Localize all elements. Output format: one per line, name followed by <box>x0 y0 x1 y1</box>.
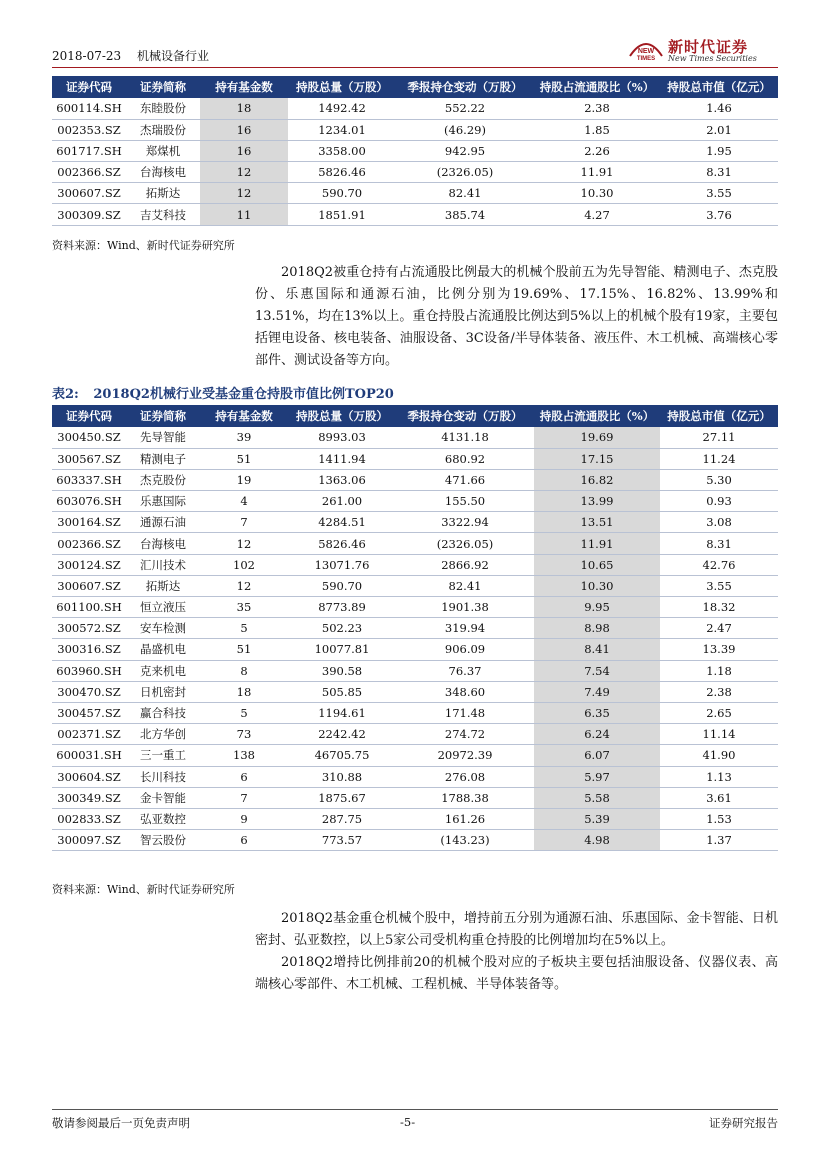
svg-text:NEW: NEW <box>637 48 655 55</box>
table-cell: 680.92 <box>396 448 534 469</box>
table-cell: 4.98 <box>534 830 660 851</box>
table-cell: 拓斯达 <box>126 575 200 596</box>
table-cell: 76.37 <box>396 660 534 681</box>
table-cell: 39 <box>200 427 288 448</box>
table-row <box>52 162 778 183</box>
table-cell: 1411.94 <box>288 448 396 469</box>
table-cell: 138 <box>200 745 288 766</box>
table-cell: 11.14 <box>660 724 778 745</box>
table-cell: 1234.01 <box>288 119 396 140</box>
table-cell: 161.26 <box>396 808 534 829</box>
table-cell: 2.65 <box>660 702 778 723</box>
analysis-paragraph-2 <box>255 908 778 996</box>
table-cell: 274.72 <box>396 724 534 745</box>
table-row <box>52 98 778 119</box>
table-cell: 5.97 <box>534 766 660 787</box>
table-cell: 590.70 <box>288 183 396 204</box>
table-cell: 1.37 <box>660 830 778 851</box>
table-cell: 11.91 <box>534 533 660 554</box>
table-cell: 吉艾科技 <box>126 204 200 225</box>
table-cell: 拓斯达 <box>126 183 200 204</box>
table-cell: (46.29) <box>396 119 534 140</box>
table-row <box>52 469 778 490</box>
table-cell: 0.93 <box>660 491 778 512</box>
industry-name: 机械设备行业 <box>137 49 210 63</box>
table-cell: 51 <box>200 639 288 660</box>
table-cell: 5 <box>200 702 288 723</box>
table-cell: 300470.SZ <box>52 681 126 702</box>
table-header-row <box>52 405 778 427</box>
page-number: -5- <box>400 1115 416 1129</box>
table-cell: 1.46 <box>660 98 778 119</box>
table-row <box>52 787 778 808</box>
table-cell: 300572.SZ <box>52 618 126 639</box>
table-cell: 300604.SZ <box>52 766 126 787</box>
table-cell: 600114.SH <box>52 98 126 119</box>
table-cell: 克来机电 <box>126 660 200 681</box>
table-cell: 41.90 <box>660 745 778 766</box>
table-cell: 1901.38 <box>396 597 534 618</box>
table-cell: 261.00 <box>288 491 396 512</box>
table-cell: 11 <box>200 204 288 225</box>
fund-holdings-table-1 <box>52 76 778 226</box>
table-cell: 10.30 <box>534 183 660 204</box>
table-cell: 6.07 <box>534 745 660 766</box>
table-cell: 35 <box>200 597 288 618</box>
table-cell: 精测电子 <box>126 448 200 469</box>
table-cell: 杰瑞股份 <box>126 119 200 140</box>
table-cell: 郑煤机 <box>126 140 200 161</box>
table-cell: 13.99 <box>534 491 660 512</box>
table-cell: 601100.SH <box>52 597 126 618</box>
table-cell: 18 <box>200 98 288 119</box>
table-cell: 16 <box>200 119 288 140</box>
page-header <box>52 34 778 66</box>
column-header: 证券简称 <box>126 76 200 98</box>
disclaimer-note: 敬请参阅最后一页免责声明 <box>52 1116 190 1130</box>
table-cell: 3.08 <box>660 512 778 533</box>
column-header: 持股总量（万股） <box>288 76 396 98</box>
table-cell: 300097.SZ <box>52 830 126 851</box>
table-cell: 8993.03 <box>288 427 396 448</box>
table-cell: 603337.SH <box>52 469 126 490</box>
table-cell: 晶盛机电 <box>126 639 200 660</box>
column-header: 持有基金数 <box>200 76 288 98</box>
table-cell: 8 <box>200 660 288 681</box>
table-cell: 3.55 <box>660 575 778 596</box>
table-cell: 1363.06 <box>288 469 396 490</box>
table-cell: 1.85 <box>534 119 660 140</box>
table2-number: 表2: <box>52 387 79 402</box>
table-cell: (2326.05) <box>396 533 534 554</box>
column-header: 证券代码 <box>52 405 126 427</box>
table-cell: 171.48 <box>396 702 534 723</box>
table-cell: 2.38 <box>660 681 778 702</box>
table-cell: 4 <box>200 491 288 512</box>
table-cell: 300124.SZ <box>52 554 126 575</box>
table-cell: 7.49 <box>534 681 660 702</box>
table-cell: 三一重工 <box>126 745 200 766</box>
column-header: 持股总量（万股） <box>288 405 396 427</box>
table-cell: 金卡智能 <box>126 787 200 808</box>
table-cell: 4284.51 <box>288 512 396 533</box>
table-cell: 9 <box>200 808 288 829</box>
table-cell: 906.09 <box>396 639 534 660</box>
table-cell: 310.88 <box>288 766 396 787</box>
logo-english-name: New Times Securities <box>668 54 757 63</box>
table-cell: 5 <box>200 618 288 639</box>
table-cell: 155.50 <box>396 491 534 512</box>
table2-title-text: 2018Q2机械行业受基金重仓持股市值比例TOP20 <box>93 387 394 402</box>
table-cell: 505.85 <box>288 681 396 702</box>
table-cell: 6 <box>200 830 288 851</box>
table-cell: 10077.81 <box>288 639 396 660</box>
paragraph-text: 2018Q2基金重仓机械个股中，增持前五分别为通源石油、乐惠国际、金卡智能、日机密封、弘亚数控，以上5家公司受机构重仓持股的比例增加均在5%以上。 <box>255 911 778 948</box>
table-cell: 82.41 <box>396 575 534 596</box>
table-cell: 300567.SZ <box>52 448 126 469</box>
table-cell: 603960.SH <box>52 660 126 681</box>
footer-divider <box>52 1109 778 1110</box>
header-info <box>52 47 221 64</box>
table-cell: 1851.91 <box>288 204 396 225</box>
table-cell: 300349.SZ <box>52 787 126 808</box>
table-cell: 8.31 <box>660 162 778 183</box>
table-cell: 8.31 <box>660 533 778 554</box>
table-cell: 2.26 <box>534 140 660 161</box>
table-cell: 长川科技 <box>126 766 200 787</box>
table-row <box>52 204 778 225</box>
table-cell: 42.76 <box>660 554 778 575</box>
table-cell: 北方华创 <box>126 724 200 745</box>
table-cell: 390.58 <box>288 660 396 681</box>
table-cell: 弘亚数控 <box>126 808 200 829</box>
table-cell: 3358.00 <box>288 140 396 161</box>
table-row <box>52 119 778 140</box>
table-cell: 12 <box>200 183 288 204</box>
table-cell: 002366.SZ <box>52 162 126 183</box>
table-cell: 4131.18 <box>396 427 534 448</box>
table-cell: 9.95 <box>534 597 660 618</box>
table-cell: 276.08 <box>396 766 534 787</box>
table-cell: 102 <box>200 554 288 575</box>
table-row <box>52 140 778 161</box>
column-header: 季报持仓变动（万股） <box>396 76 534 98</box>
table-cell: 3.76 <box>660 204 778 225</box>
table-cell: 3.55 <box>660 183 778 204</box>
table-cell: 300316.SZ <box>52 639 126 660</box>
table-cell: 汇川技术 <box>126 554 200 575</box>
table-row <box>52 766 778 787</box>
table-row <box>52 512 778 533</box>
table-cell: 18.32 <box>660 597 778 618</box>
table-cell: 19 <box>200 469 288 490</box>
table-cell: 73 <box>200 724 288 745</box>
table-cell: 51 <box>200 448 288 469</box>
table-row <box>52 745 778 766</box>
table-cell: 603076.SH <box>52 491 126 512</box>
table1-source: 资料来源：Wind、新时代证券研究所 <box>52 239 235 252</box>
table-cell: 1.13 <box>660 766 778 787</box>
table-cell: 11.24 <box>660 448 778 469</box>
column-header: 证券简称 <box>126 405 200 427</box>
table-cell: 300457.SZ <box>52 702 126 723</box>
header-divider <box>52 67 778 68</box>
table-row <box>52 808 778 829</box>
table-cell: 5.30 <box>660 469 778 490</box>
fund-holdings-table-2 <box>52 405 778 851</box>
table-cell: 300164.SZ <box>52 512 126 533</box>
table-cell: 11.91 <box>534 162 660 183</box>
column-header: 持股占流通股比（%） <box>534 405 660 427</box>
table-cell: 002371.SZ <box>52 724 126 745</box>
column-header: 持股占流通股比（%） <box>534 76 660 98</box>
table-cell: 2.01 <box>660 119 778 140</box>
column-header: 证券代码 <box>52 76 126 98</box>
table-cell: 12 <box>200 575 288 596</box>
table-cell: 300607.SZ <box>52 575 126 596</box>
table-cell: 7 <box>200 512 288 533</box>
table-cell: 5826.46 <box>288 162 396 183</box>
table-cell: 502.23 <box>288 618 396 639</box>
table-cell: 先导智能 <box>126 427 200 448</box>
table-cell: 台海核电 <box>126 162 200 183</box>
table-row <box>52 554 778 575</box>
table-cell: 300450.SZ <box>52 427 126 448</box>
table-cell: 7.54 <box>534 660 660 681</box>
table-cell: 300607.SZ <box>52 183 126 204</box>
paragraph-text: 2018Q2增持比例排前20的机械个股对应的子板块主要包括油服设备、仪器仪表、高端核心零部件、木工机械、工程机械、半导体装备等。 <box>255 955 778 992</box>
table-row <box>52 427 778 448</box>
table-cell: 16.82 <box>534 469 660 490</box>
analysis-paragraph-1 <box>255 262 778 372</box>
table-cell: 17.15 <box>534 448 660 469</box>
table-cell: 1194.61 <box>288 702 396 723</box>
column-header: 持股总市值（亿元） <box>660 405 778 427</box>
table-row <box>52 597 778 618</box>
table-cell: 002353.SZ <box>52 119 126 140</box>
table-cell: 7 <box>200 787 288 808</box>
table-row <box>52 448 778 469</box>
table-row <box>52 183 778 204</box>
table-cell: 16 <box>200 140 288 161</box>
table-cell: 赢合科技 <box>126 702 200 723</box>
table-cell: 3.61 <box>660 787 778 808</box>
table-cell: 942.95 <box>396 140 534 161</box>
table-cell: 1.95 <box>660 140 778 161</box>
table-cell: (2326.05) <box>396 162 534 183</box>
table-cell: 通源石油 <box>126 512 200 533</box>
table-cell: 2866.92 <box>396 554 534 575</box>
column-header: 季报持仓变动（万股） <box>396 405 534 427</box>
table-cell: 385.74 <box>396 204 534 225</box>
table-cell: 智云股份 <box>126 830 200 851</box>
table-row <box>52 533 778 554</box>
table-cell: 601717.SH <box>52 140 126 161</box>
table-cell: 5.58 <box>534 787 660 808</box>
table-cell: 348.60 <box>396 681 534 702</box>
table-cell: 1.18 <box>660 660 778 681</box>
table2-title <box>52 383 394 402</box>
table-cell: 319.94 <box>396 618 534 639</box>
table-cell: 13.51 <box>534 512 660 533</box>
table-row <box>52 681 778 702</box>
logo-chinese-name: 新时代证券 <box>668 38 749 56</box>
table-row <box>52 660 778 681</box>
column-header: 持股总市值（亿元） <box>660 76 778 98</box>
table-cell: 4.27 <box>534 204 660 225</box>
table-cell: 日机密封 <box>126 681 200 702</box>
table-cell: 2.38 <box>534 98 660 119</box>
logo-mark-icon <box>628 36 664 62</box>
table-cell: 8.98 <box>534 618 660 639</box>
table-cell: 600031.SH <box>52 745 126 766</box>
table-cell: 安车检测 <box>126 618 200 639</box>
table-cell: 590.70 <box>288 575 396 596</box>
table-cell: 10.65 <box>534 554 660 575</box>
table-cell: 552.22 <box>396 98 534 119</box>
table-row <box>52 702 778 723</box>
company-logo <box>628 34 778 66</box>
table-cell: 6.35 <box>534 702 660 723</box>
table-cell: 773.57 <box>288 830 396 851</box>
table-cell: 2242.42 <box>288 724 396 745</box>
table-cell: 002833.SZ <box>52 808 126 829</box>
table-cell: 300309.SZ <box>52 204 126 225</box>
table-cell: 46705.75 <box>288 745 396 766</box>
table-cell: 287.75 <box>288 808 396 829</box>
table-cell: 13.39 <box>660 639 778 660</box>
table-cell: 8.41 <box>534 639 660 660</box>
report-type: 证券研究报告 <box>709 1116 778 1130</box>
table-cell: 20972.39 <box>396 745 534 766</box>
table-cell: 27.11 <box>660 427 778 448</box>
table-cell: 1492.42 <box>288 98 396 119</box>
table-cell: 1875.67 <box>288 787 396 808</box>
table-cell: 12 <box>200 162 288 183</box>
table-header-row <box>52 76 778 98</box>
table2-source: 资料来源：Wind、新时代证券研究所 <box>52 883 235 896</box>
table-cell: 乐惠国际 <box>126 491 200 512</box>
table-cell: 5.39 <box>534 808 660 829</box>
table-cell: 台海核电 <box>126 533 200 554</box>
table-row <box>52 491 778 512</box>
report-date: 2018-07-23 <box>52 49 122 63</box>
table-row <box>52 575 778 596</box>
table-cell: 18 <box>200 681 288 702</box>
table-cell: 3322.94 <box>396 512 534 533</box>
table-cell: 19.69 <box>534 427 660 448</box>
table-row <box>52 724 778 745</box>
table-cell: 8773.89 <box>288 597 396 618</box>
table-cell: (143.23) <box>396 830 534 851</box>
table-cell: 2.47 <box>660 618 778 639</box>
table-cell: 471.66 <box>396 469 534 490</box>
table-cell: 杰克股份 <box>126 469 200 490</box>
table-cell: 东睦股份 <box>126 98 200 119</box>
table-cell: 12 <box>200 533 288 554</box>
table-cell: 13071.76 <box>288 554 396 575</box>
table-cell: 6.24 <box>534 724 660 745</box>
table-cell: 6 <box>200 766 288 787</box>
table-cell: 82.41 <box>396 183 534 204</box>
table-cell: 1788.38 <box>396 787 534 808</box>
table-cell: 1.53 <box>660 808 778 829</box>
column-header: 持有基金数 <box>200 405 288 427</box>
table-row <box>52 830 778 851</box>
svg-text:TIMES: TIMES <box>636 56 656 62</box>
table-row <box>52 639 778 660</box>
table-cell: 恒立液压 <box>126 597 200 618</box>
paragraph-text: 2018Q2被重仓持有占流通股比例最大的机械个股前五为先导智能、精测电子、杰克股份、乐惠国际和通源石油，比例分别为19.69%、17.15%、16.82%、13.99%和13.51%，均在13%以上。重仓持股占流通股比例达到5%以上的机械个股有19家，主要包括锂电设备、核电装备、油服设备、3C设备/半导体装备、液压件、木工机械、高端核心零部件、测试设备等方向。 <box>255 265 778 368</box>
table-cell: 002366.SZ <box>52 533 126 554</box>
table-cell: 10.30 <box>534 575 660 596</box>
table-cell: 5826.46 <box>288 533 396 554</box>
table-row <box>52 618 778 639</box>
